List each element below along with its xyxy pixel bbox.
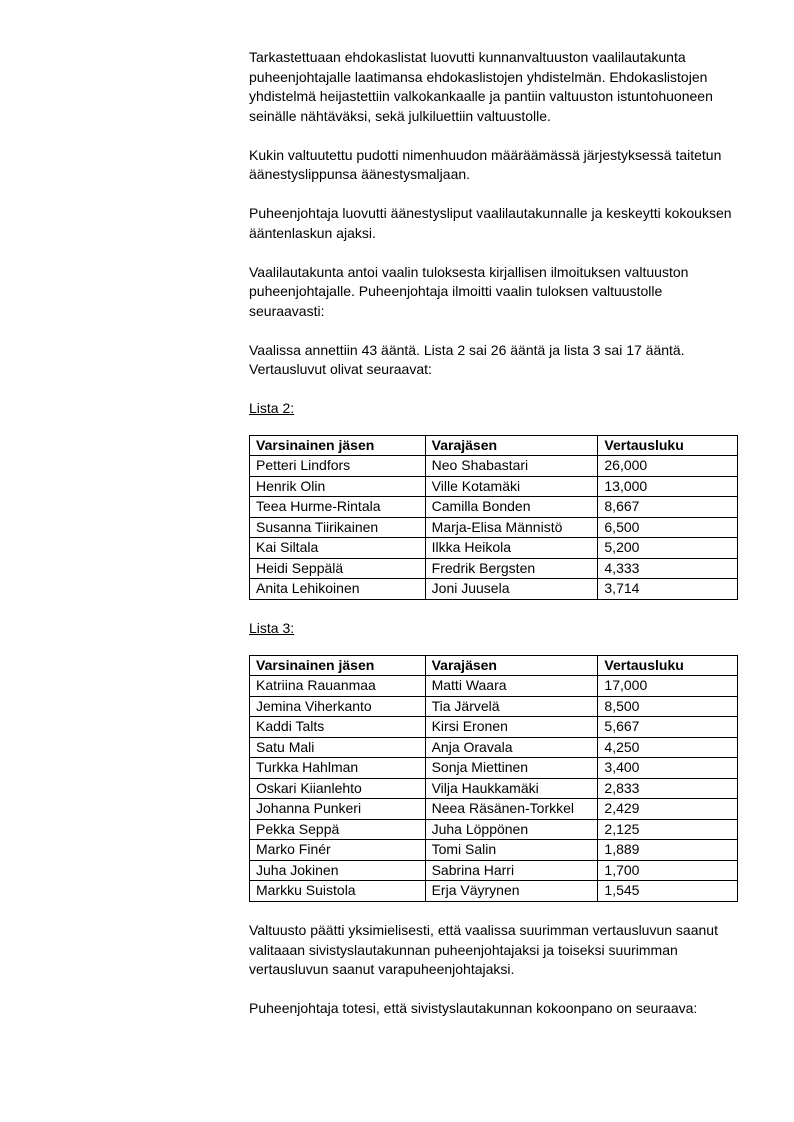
- table-header-row: [250, 435, 738, 456]
- paragraph-vaalin-tulos: Vaalilautakunta antoi vaalin tuloksesta kirjallisen ilmoituksen valtuuston puheenjohtajalle. Puheenjohtaja ilmoitti vaalin tuloksen valtuustolle seuraavasti:: [249, 263, 689, 319]
- table-cell: 5,667: [598, 717, 738, 738]
- table-row: [250, 456, 738, 477]
- table-cell: Teea Hurme-Rintala: [250, 497, 426, 518]
- table-cell: Joni Juusela: [425, 579, 598, 600]
- table-row: [250, 517, 738, 538]
- table-cell: Erja Väyrynen: [425, 881, 598, 902]
- table-row: [250, 737, 738, 758]
- table-cell: Marja-Elisa Männistö: [425, 517, 598, 538]
- paragraph-aantenlasku: Puheenjohtaja luovutti äänestysliput vaalilautakunnalle ja keskeytti kokouksen ääntenlaskun ajaksi.: [249, 205, 732, 241]
- table-cell: Kai Siltala: [250, 538, 426, 559]
- table-cell: 2,833: [598, 778, 738, 799]
- table-cell: Henrik Olin: [250, 476, 426, 497]
- paragraph-annetut-aanet: Vaalissa annettiin 43 ääntä. Lista 2 sai 26 ääntä ja lista 3 sai 17 ääntä. Vertausluvut olivat seuraavat:: [249, 341, 685, 377]
- table-cell: Tia Järvelä: [425, 696, 598, 717]
- column-header: Vertausluku: [598, 655, 738, 676]
- table-row: [250, 717, 738, 738]
- column-header: Varsinainen jäsen: [250, 435, 426, 456]
- table-row: [250, 881, 738, 902]
- table-cell: 1,889: [598, 840, 738, 861]
- table-cell: 17,000: [598, 676, 738, 697]
- table-cell: Neea Räsänen-Torkkel: [425, 799, 598, 820]
- table-cell: Johanna Punkeri: [250, 799, 426, 820]
- table-cell: Anja Oravala: [425, 737, 598, 758]
- table-cell: Neo Shabastari: [425, 456, 598, 477]
- table-cell: Marko Finér: [250, 840, 426, 861]
- table-row: [250, 819, 738, 840]
- table-cell: Tomi Salin: [425, 840, 598, 861]
- table-cell: 8,667: [598, 497, 738, 518]
- document-page: [249, 48, 741, 1038]
- table-cell: 6,500: [598, 517, 738, 538]
- table-cell: Vilja Haukkamäki: [425, 778, 598, 799]
- table-cell: 1,700: [598, 860, 738, 881]
- table-row: [250, 840, 738, 861]
- table-row: [250, 799, 738, 820]
- paragraph-aanestys: Kukin valtuutettu pudotti nimenhuudon määräämässä järjestyksessä taitetun äänestyslippunsa äänestysmaljaan.: [249, 146, 722, 182]
- column-header: Varajäsen: [425, 435, 598, 456]
- table-cell: 3,714: [598, 579, 738, 600]
- table-cell: Jemina Viherkanto: [250, 696, 426, 717]
- column-header: Vertausluku: [598, 435, 738, 456]
- lista2-heading: Lista 2:: [249, 400, 295, 416]
- table-cell: 2,125: [598, 819, 738, 840]
- table-header-row: [250, 655, 738, 676]
- paragraph-kokoonpano: Puheenjohtaja totesi, että sivistyslautakunnan kokoonpano on seuraava:: [249, 1000, 698, 1016]
- table-row: [250, 476, 738, 497]
- table-row: [250, 860, 738, 881]
- paragraph-ehdokaslistat: Tarkastettuaan ehdokaslistat luovutti kunnanvaltuuston vaalilautakunta puheenjohtajalle laatimansa ehdokaslistojen yhdistelmän. Ehdokaslistojen yhdistelmä heijastettiin valkokankaalle ja pantiin valtuuston istuntohuoneen seinälle nähtäväksi, sekä julkiluettiin valtuustolle.: [249, 49, 713, 124]
- table-cell: 2,429: [598, 799, 738, 820]
- paragraph-paatos: Valtuusto päätti yksimielisesti, että vaalissa suurimman vertausluvun saanut valitaaan sivistyslautakunnan puheenjohtajaksi ja toiseksi suurimman vertausluvun saanut varapuheenjohtajaksi.: [249, 922, 718, 977]
- table-row: [250, 676, 738, 697]
- table-cell: Fredrik Bergsten: [425, 558, 598, 579]
- table-cell: 1,545: [598, 881, 738, 902]
- table-cell: Oskari Kiianlehto: [250, 778, 426, 799]
- table-cell: Ville Kotamäki: [425, 476, 598, 497]
- table-row: [250, 558, 738, 579]
- table-cell: Turkka Hahlman: [250, 758, 426, 779]
- column-header: Varajäsen: [425, 655, 598, 676]
- table-cell: 5,200: [598, 538, 738, 559]
- lista3-table: [249, 655, 738, 902]
- table-cell: Katriina Rauanmaa: [250, 676, 426, 697]
- table-cell: 3,400: [598, 758, 738, 779]
- table-cell: Sonja Miettinen: [425, 758, 598, 779]
- table-row: [250, 778, 738, 799]
- table-cell: Petteri Lindfors: [250, 456, 426, 477]
- table-row: [250, 538, 738, 559]
- table-cell: 4,250: [598, 737, 738, 758]
- table-cell: Juha Jokinen: [250, 860, 426, 881]
- table-cell: Heidi Seppälä: [250, 558, 426, 579]
- table-cell: Juha Löppönen: [425, 819, 598, 840]
- lista3-heading: Lista 3:: [249, 620, 295, 636]
- table-cell: Susanna Tiirikainen: [250, 517, 426, 538]
- lista2-table: [249, 435, 738, 600]
- table-cell: Sabrina Harri: [425, 860, 598, 881]
- table-cell: Anita Lehikoinen: [250, 579, 426, 600]
- table-row: [250, 579, 738, 600]
- table-row: [250, 696, 738, 717]
- table-cell: Matti Waara: [425, 676, 598, 697]
- table-cell: 13,000: [598, 476, 738, 497]
- table-row: [250, 758, 738, 779]
- table-cell: 26,000: [598, 456, 738, 477]
- table-cell: Pekka Seppä: [250, 819, 426, 840]
- table-cell: Kirsi Eronen: [425, 717, 598, 738]
- table-cell: Kaddi Talts: [250, 717, 426, 738]
- table-cell: Satu Mali: [250, 737, 426, 758]
- table-row: [250, 497, 738, 518]
- table-cell: Camilla Bonden: [425, 497, 598, 518]
- table-cell: 4,333: [598, 558, 738, 579]
- table-cell: Ilkka Heikola: [425, 538, 598, 559]
- column-header: Varsinainen jäsen: [250, 655, 426, 676]
- table-cell: 8,500: [598, 696, 738, 717]
- table-cell: Markku Suistola: [250, 881, 426, 902]
